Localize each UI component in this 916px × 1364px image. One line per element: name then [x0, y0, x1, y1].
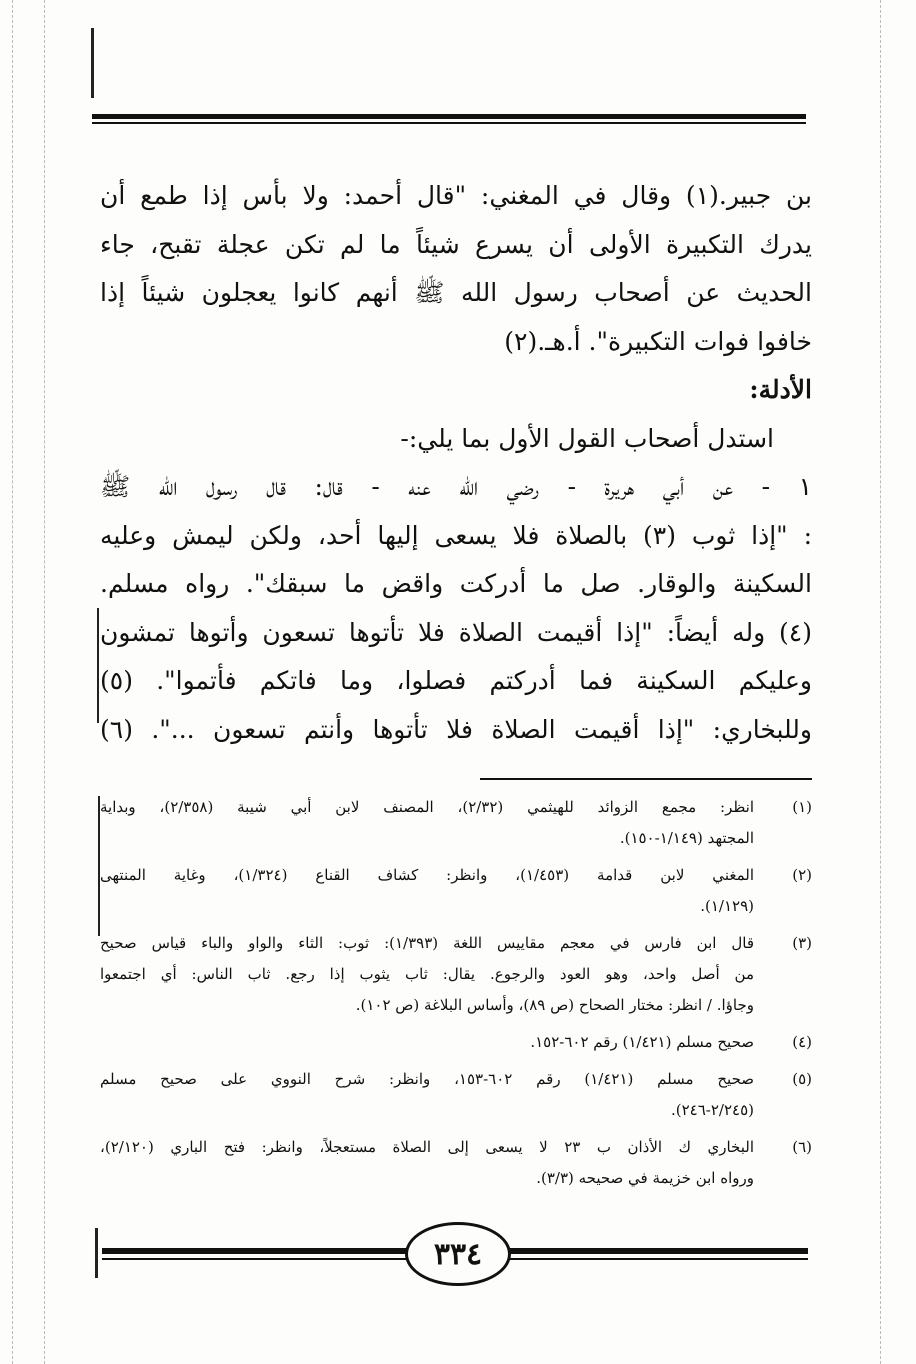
text-line: وللبخاري: "إذا أقيمت الصلاة فلا تأتوها وأنتم تسعون ...". (٦) [100, 714, 812, 744]
footnote-number: (٥) [792, 1070, 812, 1088]
text-line: خافوا فوات التكبيرة". أ.هـ.(٢) [504, 326, 812, 356]
footnote-line: قال ابن فارس في معجم مقاييس اللغة (١/٣٩٣): ثوب: الثاء والواو والباء قياس صحيح [100, 934, 754, 952]
text-line: يدرك التكبيرة الأولى أن يسرع شيئاً ما لم تكن عجلة تقبح، جاء [100, 229, 812, 259]
footnote-line: وجاؤا. / انظر: مختار الصحاح (ص ٨٩)، وأساس البلاغة (ص ١٠٢). [355, 996, 754, 1014]
header-rule-thick [92, 114, 806, 119]
main-text [100, 172, 812, 754]
footnote-line: المغني لابن قدامة (١/٤٥٣)، وانظر: كشاف القناع (١/٣٢٤)، وغاية المنتهى [100, 866, 754, 884]
footnote-number: (٦) [792, 1138, 812, 1156]
footnote-line: من أصل واحد، وهو العود والرجوع. يقال: ثاب يثوب إذا رجع. ثاب الناس: أي اجتمعوا [100, 965, 754, 983]
text-line: (٤) وله أيضاً: "إذا أقيمت الصلاة فلا تأتوها تسعون وأتوها تمشون [100, 617, 812, 647]
left-margin-bar-middle [97, 608, 99, 723]
footnote-number: (٢) [792, 866, 812, 884]
footnote-4 [100, 1027, 812, 1058]
footnote-line: (١/١٢٩). [700, 897, 754, 915]
left-margin-bar-top [91, 28, 94, 98]
scan-guide-left-inner [44, 0, 45, 1364]
footnote-5 [100, 1064, 812, 1126]
footnote-1 [100, 792, 812, 854]
text-line: الحديث عن أصحاب رسول الله ﷺ أنهم كانوا يعجلون شيئاً إذا [100, 278, 812, 307]
text-line: السكينة والوقار. صل ما أدركت واقض ما سبقك". رواه مسلم. [100, 569, 812, 598]
left-margin-bar-bottom [95, 1228, 98, 1278]
header-rule-thin [92, 122, 806, 124]
text-line: وعليكم السكينة فما أدركتم فصلوا، وما فاتكم فأتموا". (٥) [100, 666, 812, 695]
footnote-number: (٤) [792, 1033, 812, 1051]
footnote-2 [100, 860, 812, 922]
text-line: : "إذا ثوب (٣) بالصلاة فلا يسعى إليها أحد، ولكن ليمش وعليه [100, 520, 812, 550]
page-number: ٣٣٤ [405, 1222, 511, 1286]
footnote-line: انظر: مجمع الزوائد للهيثمي (٢/٣٢)، المصنف لابن أبي شيبة (٢/٣٥٨)، وبداية [100, 798, 754, 816]
footnote-line: البخاري ك الأذان ب ٢٣ لا يسعى إلى الصلاة مستعجلاً، وانظر: فتح الباري (٢/١٢٠)، [100, 1138, 754, 1156]
section-heading: الأدلة: [749, 375, 812, 404]
footnote-3 [100, 928, 812, 1021]
footnote-line: صحيح مسلم (١/٤٢١) رقم ٦٠٢-١٥٣، وانظر: شرح النووي على صحيح مسلم [100, 1070, 754, 1088]
footnote-number: (١) [792, 798, 812, 816]
footnotes [100, 792, 812, 1200]
footnote-6 [100, 1132, 812, 1194]
scan-guide-right [880, 0, 881, 1364]
text-line: بن جبير.(١) وقال في المغني: "قال أحمد: ولا بأس إذا طمع أن [100, 181, 812, 210]
text-line: ١ - عن أبي هريرة - رضي الله عنه - قال: قال رسول الله ﷺ [100, 472, 812, 501]
footnote-line: المجتهد (١/١٤٩-١٥٠). [619, 829, 754, 847]
footnote-line: صحيح مسلم (١/٤٢١) رقم ٦٠٢-١٥٢. [530, 1033, 754, 1051]
footnote-number: (٣) [792, 934, 812, 952]
scan-guide-left [12, 0, 13, 1364]
footnote-line: (٢/٢٤٥-٢٤٦). [670, 1101, 754, 1119]
text-line: استدل أصحاب القول الأول بما يلي:- [400, 423, 774, 453]
footnote-separator [480, 778, 812, 780]
footnote-line: ورواه ابن خزيمة في صحيحه (٣/٣). [536, 1169, 754, 1187]
